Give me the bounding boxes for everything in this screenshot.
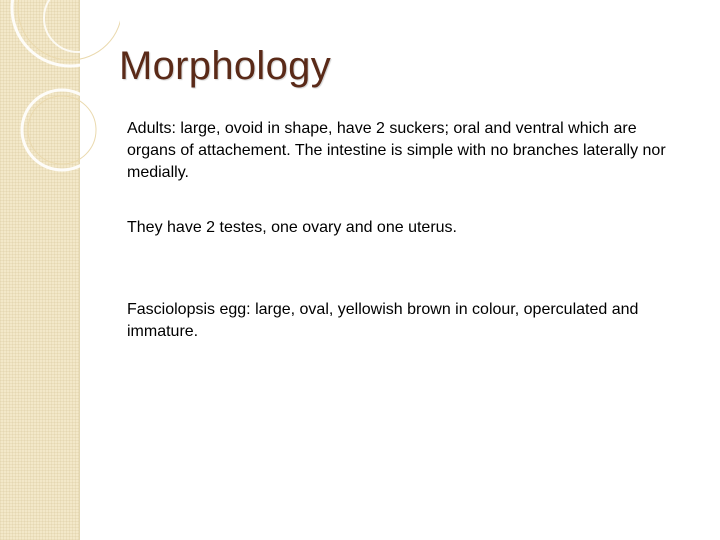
slide-title: Morphology <box>119 44 332 88</box>
paragraph-reproductive-organs: They have 2 testes, one ovary and one uterus. <box>127 219 457 236</box>
sidebar-decoration <box>0 0 80 540</box>
paragraph-egg: Fasciolopsis egg: large, oval, yellowish brown in colour, operculated and immature. <box>127 301 639 340</box>
paragraph-adults: Adults: large, ovoid in shape, have 2 suckers; oral and ventral which are organs of attachement. The intestine is simple with no branches laterally nor medially. <box>127 120 666 181</box>
